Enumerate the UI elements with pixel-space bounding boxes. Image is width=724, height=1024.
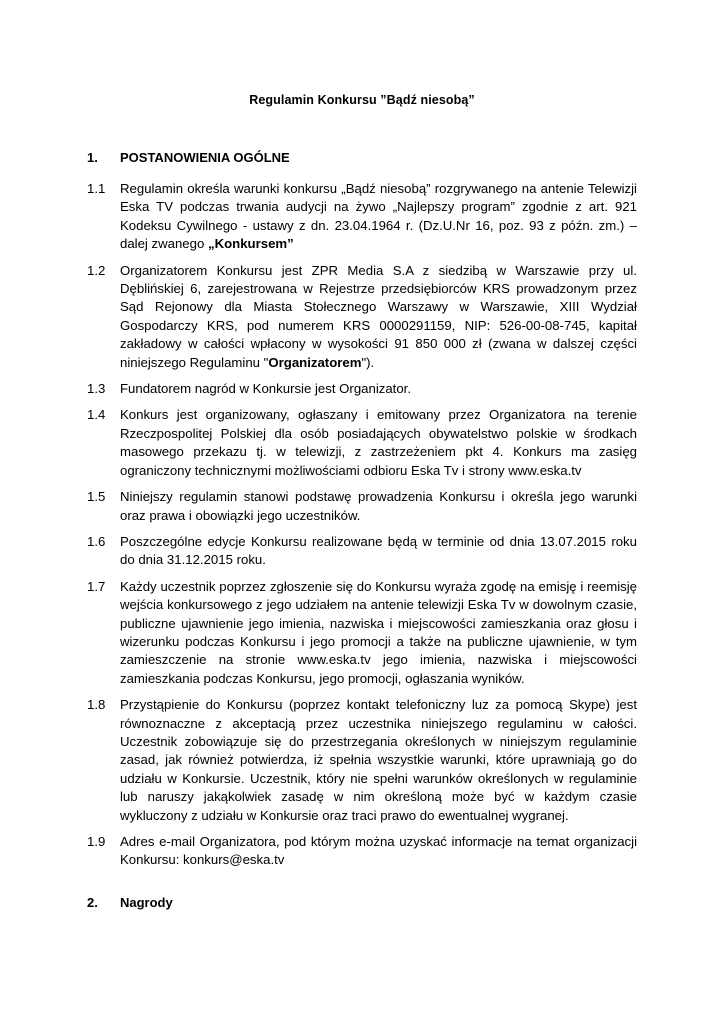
clause-text [120, 696, 637, 825]
clause-defined-term: Organizatorem [268, 354, 362, 370]
clause-text [120, 488, 637, 525]
clause-text [120, 533, 637, 570]
clause-number: 1.4 [87, 407, 106, 423]
clause-text-part: Każdy uczestnik poprzez zgłoszenie się do Konkursu wyraża zgodę na emisję i reemisję wejścia konkursowego z jego udziałem na antenie telewizji Eska Tv w dowolnym czasie, publiczne ujawnienie jego imienia, nazwiska i miejscowości zamieszkania oraz głosu i wizerunku podczas Konkursu i jego promocji a także na publiczne ujawnienie, w tym zamieszczenie na stronie www.eska.tv jego imienia, nazwiska i miejscowości zamieszkania podczas Konkursu, jego promocji, ogłaszania wyników. [120, 578, 637, 686]
clause-text [120, 578, 637, 688]
clause-text [120, 380, 637, 398]
clause-item [87, 262, 637, 372]
clause-item [87, 488, 637, 525]
clause-text [120, 833, 637, 870]
clause-text-part: Przystąpienie do Konkursu (poprzez kontakt telefoniczny luz za pomocą Skype) jest równoznaczne z akceptacją przez uczestnika niniejszego regulaminu w całości. Uczestnik zobowiązuje się do przestrzegania określonych w niniejszym regulaminie zasad, jak również potwierdza, iż spełnia wszystkie warunki, które uprawniają go do udziału w Konkursie. Uczestnik, który nie spełni warunków określonych w regulaminie lub naruszy jakąkolwiek zasadę w nim określoną może być w każdym czasie wykluczony z udziału w Konkursie oraz traci prawo do ewentualnej wygranej. [120, 697, 637, 823]
clause-number: 1.8 [87, 697, 106, 713]
section-heading-1 [87, 150, 290, 165]
clause-number: 1.1 [87, 181, 106, 196]
clause-text [120, 180, 637, 254]
section-heading-2 [87, 895, 173, 910]
clause-text-part: Poszczególne edycje Konkursu realizowane będą w terminie od dnia 13.07.2015 roku do dnia 31.12.2015 roku. [120, 533, 637, 568]
clause-text [120, 262, 637, 372]
clause-item [87, 696, 637, 825]
clause-defined-term: „Konkursem” [207, 236, 294, 252]
clause-number: 1.3 [87, 381, 106, 397]
clause-item [87, 380, 637, 398]
clause-number: 1.2 [87, 262, 106, 278]
clause-item [87, 578, 637, 688]
section-number: 2. [87, 895, 98, 910]
clause-item [87, 533, 637, 570]
section-title: Nagrody [120, 895, 173, 910]
clause-text-part: Fundatorem nagród w Konkursie jest Organizator. [120, 381, 412, 397]
document-title: Regulamin Konkursu ”Bądź niesobą” [249, 93, 475, 107]
clause-text-part: Konkurs jest organizowany, ogłaszany i emitowany przez Organizatora na terenie Rzeczpospolitej Polskiej dla osób posiadających obywatelstwo polskie w środkach masowego przekazu tj. w telewizji, z zastrzeżeniem pkt 4. Konkurs ma zasięg ograniczony technicznymi możliwościami odbioru Eska Tv i strony www.eska.tv [120, 407, 637, 478]
clause-item [87, 833, 637, 870]
clause-number: 1.7 [87, 578, 106, 594]
clause-number: 1.9 [87, 834, 106, 849]
clause-number: 1.6 [87, 533, 106, 549]
clause-item [87, 180, 637, 254]
clause-number: 1.5 [87, 489, 106, 505]
clause-text [120, 406, 637, 480]
clause-text-part: Organizatorem Konkursu jest ZPR Media S.A z siedzibą w Warszawie przy ul. Dęblińskiej 6, zarejestrowana w Rejestrze przedsiębiorców KRS prowadzonym przez Sąd Rejonowy dla Miasta Stołecznego Warszawy w Warszawie, XIII Wydział Gospodarczy KRS, pod numerem KRS 0000291159, NIP: 526-00-08-745, kapitał zakładowy w całości wpłacony w wysokości 91 850 000 zł (zwana w dalszej części niniejszego Regulaminu " [120, 262, 637, 370]
clause-item [87, 406, 637, 480]
section-title: POSTANOWIENIA OGÓLNE [120, 150, 290, 165]
clause-text-part: Regulamin określa warunki konkursu „Bądź niesobą” rozgrywanego na antenie Telewizji Eska TV podczas trwania audycji na żywo „Najlepszy program” zgodnie z art. 921 Kodeksu Cywilnego - ustawy z dn. 23.04.1964 r. (Dz.U.Nr 16, poz. 93 z późn. zm.) – dalej zwanego [120, 181, 637, 252]
clause-text-part: Niniejszy regulamin stanowi podstawę prowadzenia Konkursu i określa jego warunki oraz prawa i obowiązki jego uczestników. [120, 489, 637, 523]
clause-text-part: "). [361, 354, 375, 370]
section-number: 1. [87, 150, 98, 165]
clause-text-part: Adres e-mail Organizatora, pod którym można uzyskać informacje na temat organizacji Konkursu: konkurs@eska.tv [120, 834, 637, 868]
section-1-items [87, 180, 637, 878]
